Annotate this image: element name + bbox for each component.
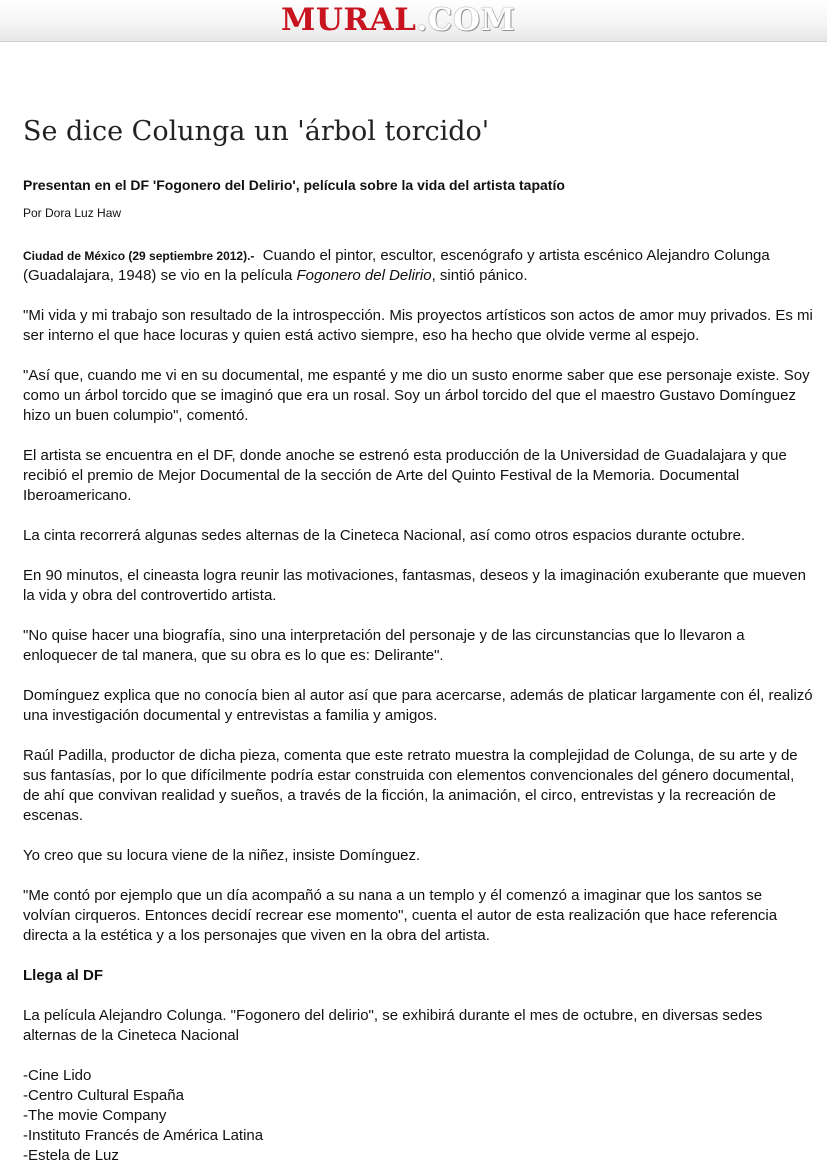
section-heading: Llega al DF (23, 967, 104, 984)
body-paragraph: Domínguez explica que no conocía bien al autor así que para acercarse, además de platicar largamente con él, realizó una investigación documental y entrevistas a familia y amigos. (23, 687, 813, 724)
body-paragraph: "Así que, cuando me vi en su documental, me espanté y me dio un susto enorme saber que ese personaje existe. Soy como un árbol torcido que se imaginó que era un rosal. Soy un árbol torcido del que el maestro Gustavo Domínguez hizo un buen columpio", comentó. (23, 367, 810, 424)
article-subtitle: Presentan en el DF 'Fogonero del Delirio', película sobre la vida del artista tapatío (23, 177, 565, 193)
article-body (23, 246, 813, 1166)
body-paragraph: La cinta recorrerá algunas sedes alternas de la Cineteca Nacional, así como otros espacios durante octubre. (23, 527, 746, 544)
venue-list (23, 1066, 813, 1166)
venue-item: -Cine Lido (23, 1067, 92, 1084)
article-title: Se dice Colunga un 'árbol torcido' (23, 116, 490, 147)
article-byline: Por Dora Luz Haw (23, 206, 122, 220)
logo-dot: . (416, 2, 428, 38)
body-paragraph: "No quise hacer una biografía, sino una interpretación del personaje y de las circunstancias que lo llevaron a enloquecer de tal manera, que su obra es lo que es: Delirante". (23, 627, 745, 664)
masthead (0, 0, 827, 42)
body-paragraph: El artista se encuentra en el DF, donde anoche se estrenó esta producción de la Universidad de Guadalajara y que recibió el premio de Mejor Documental de la sección de Arte del Quinto Festival de la Memoria. Documental Iberoamericano. (23, 447, 787, 504)
site-logo[interactable] (281, 2, 515, 38)
body-paragraph: En 90 minutos, el cineasta logra reunir las motivaciones, fantasmas, deseos y la imaginación exuberante que mueven la vida y obra del controvertido artista. (23, 567, 806, 604)
logo-brand: MURAL (281, 2, 417, 38)
logo-tld: COM (427, 2, 516, 38)
venue-item: -Centro Cultural España (23, 1087, 184, 1104)
lead-text-end: , sintió pánico. (431, 267, 528, 284)
lead-text-start: Cuando el pintor, escultor, escenógrafo y artista escénico Alejandro Colunga (Guadalajara, 1948) se vio en la película (23, 247, 774, 284)
venue-item: -The movie Company (23, 1107, 167, 1124)
body-paragraph: "Mi vida y mi trabajo son resultado de la introspección. Mis proyectos artísticos son actos de amor muy privados. Es mi ser interno el que hace locuras y quien está activo siempre, eso ha hecho que olvide verme al espejo. (23, 307, 813, 344)
body-paragraph: Yo creo que su locura viene de la niñez, insiste Domínguez. (23, 847, 421, 864)
venue-item: -Estela de Luz (23, 1147, 119, 1164)
dateline: Ciudad de México (29 septiembre 2012).- (23, 249, 255, 263)
venue-item: -Instituto Francés de América Latina (23, 1127, 264, 1144)
body-paragraph: "Me contó por ejemplo que un día acompañó a su nana a un templo y él comenzó a imaginar que los santos se volvían cirqueros. Entonces decidí recrear ese momento", cuenta el autor de esta realización que hace referencia directa a la estética y a los personajes que viven en la obra del artista. (23, 887, 778, 944)
body-paragraph: Raúl Padilla, productor de dicha pieza, comenta que este retrato muestra la complejidad de Colunga, de su arte y de sus fantasías, por lo que difícilmente podría estar construida con elementos convencionales del género documental, de ahí que convivan realidad y sueños, a través de la ficción, la animación, el circo, entrevistas y la recreación de escenas. (23, 747, 798, 824)
film-title: Fogonero del Delirio (296, 267, 432, 284)
lead-paragraph (23, 246, 813, 286)
section-paragraph: La película Alejandro Colunga. "Fogonero del delirio", se exhibirá durante el mes de octubre, en diversas sedes alternas de la Cineteca Nacional (23, 1007, 763, 1044)
